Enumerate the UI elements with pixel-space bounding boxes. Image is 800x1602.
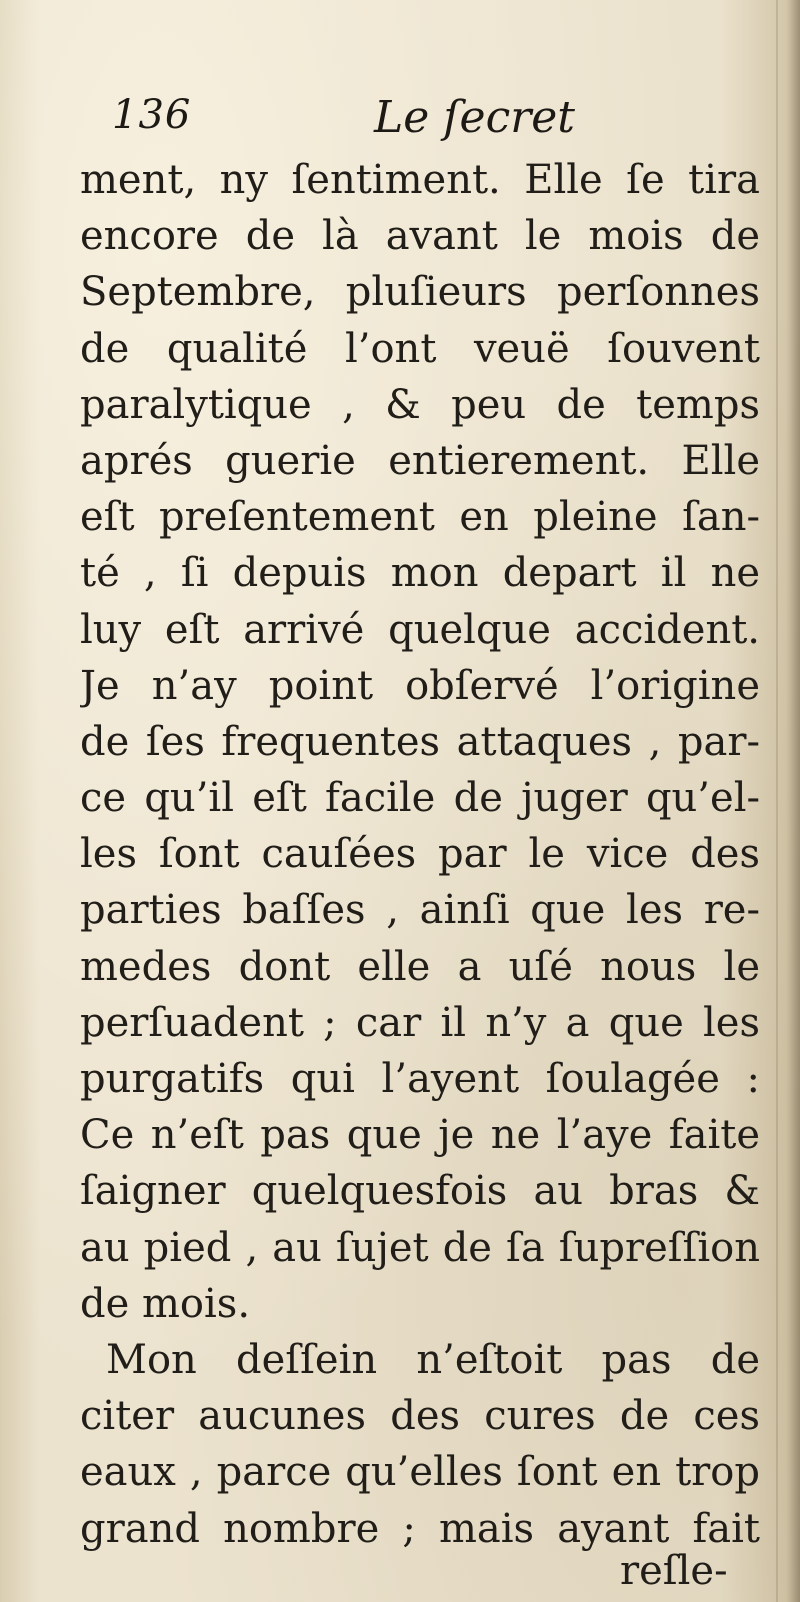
text-line: de ſes frequentes attaques , par- [80, 718, 760, 765]
text-line: medes dont elle a uſé nous le [80, 943, 760, 990]
text-line: aprés guerie entierement. Elle [80, 437, 760, 484]
text-line-paragraph-end: de mois. [80, 1280, 251, 1327]
text-line: Septembre, pluſieurs perſonnes [80, 269, 760, 316]
text-line: encore de là avant le mois de [80, 213, 760, 260]
page-header [108, 92, 768, 152]
text-line: Je n’ay point obſervé l’origine [80, 662, 760, 709]
page-edge-shadow [786, 0, 800, 1602]
text-line: de qualité l’ont veuë ſouvent [80, 325, 760, 372]
catchword: reſle- [620, 1548, 728, 1594]
page-fold-line [776, 0, 778, 1602]
text-line: eſt preſentement en pleine ſan- [80, 494, 760, 541]
text-line: grand nombre ; mais ayant fait [80, 1505, 760, 1552]
text-line: ment, ny ſentiment. Elle ſe tira [80, 157, 760, 203]
text-line: citer aucunes des cures de ces [80, 1393, 760, 1440]
text-line: au pied , au ſujet de ſa ſupreſſion [80, 1224, 760, 1271]
text-line: paralytique , & peu de temps [80, 381, 760, 428]
text-line: les ſont cauſées par le vice des [80, 831, 760, 878]
page-number: 136 [112, 92, 192, 138]
text-line: perſuadent ; car il n’y a que les [80, 999, 760, 1046]
text-line: té , ſi depuis mon depart il ne [80, 550, 760, 597]
text-line: ſaigner quelquesfois au bras & [80, 1168, 760, 1215]
text-line-paragraph-start: Mon deſſein n’eſtoit pas de [106, 1336, 760, 1383]
text-line: ce qu’il eſt facile de juger qu’el- [80, 775, 760, 822]
text-line: eaux , parce qu’elles ſont en trop [80, 1449, 760, 1496]
text-line: Ce n’eſt pas que je ne l’aye faite [80, 1112, 760, 1159]
body-text [80, 152, 760, 1557]
text-line: purgatifs qui l’ayent ſoulagée : [80, 1056, 760, 1102]
text-line: parties baſſes , ainſi que les re- [80, 887, 760, 934]
text-line: luy eſt arrivé quelque accident. [80, 606, 760, 653]
running-title: Le ſecret [374, 92, 575, 143]
